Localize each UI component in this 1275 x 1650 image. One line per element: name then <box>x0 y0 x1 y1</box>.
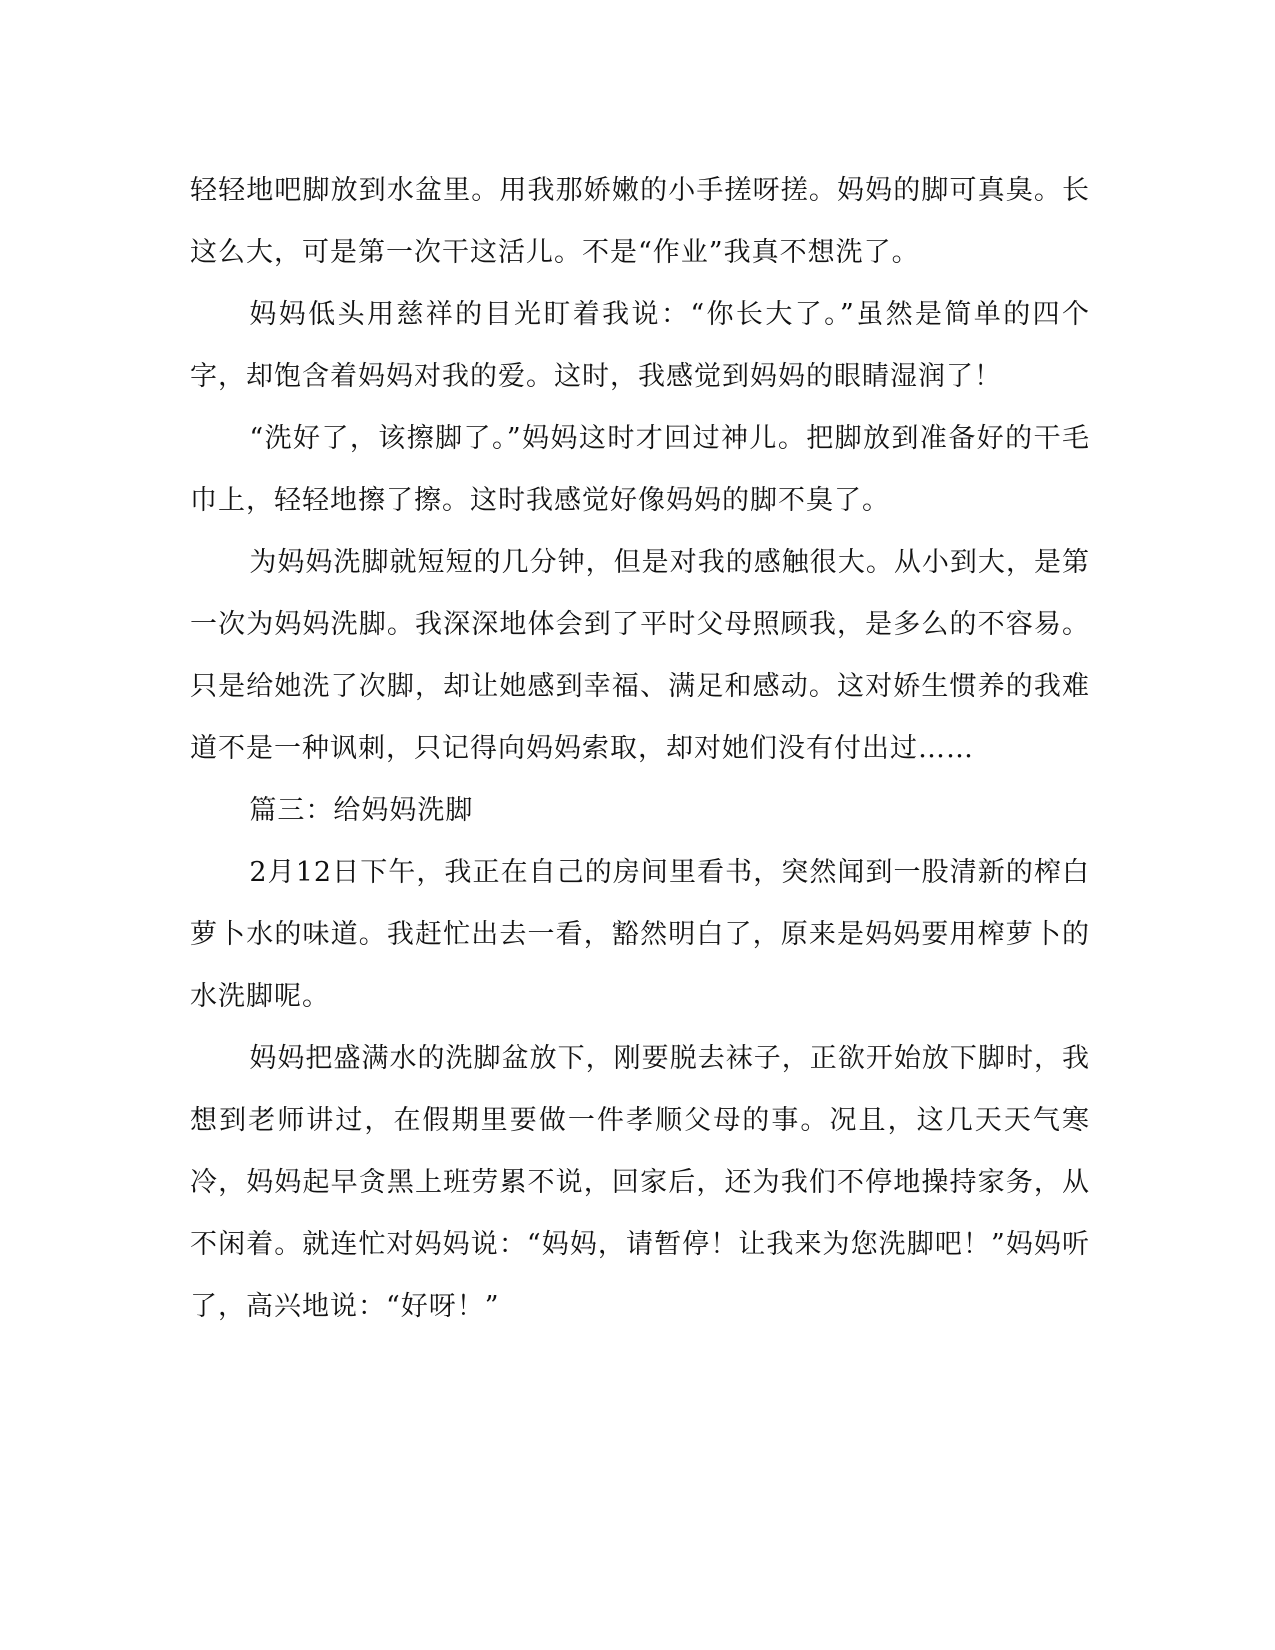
section-heading: 篇三：给妈妈洗脚 <box>249 795 474 826</box>
paragraph-4: 为妈妈洗脚就短短的几分钟，但是对我的感触很大。从小到大，是第一次为妈妈洗脚。我深深地体会到了平时父母照顾我，是多么的不容易。只是给她洗了次脚，却让她感到幸福、满足和感动。这对娇生惯养的我难道不是一种讽刺，只记得向妈妈索取，却对她们没有付出过…… <box>190 547 1090 764</box>
document-body <box>190 160 1090 1338</box>
paragraph-6: 妈妈把盛满水的洗脚盆放下，刚要脱去袜子，正欲开始放下脚时，我想到老师讲过，在假期里要做一件孝顺父母的事。况且，这几天天气寒冷，妈妈起早贪黑上班劳累不说，回家后，还为我们不停地操持家务，从不闲着。就连忙对妈妈说：“妈妈，请暂停！让我来为您洗脚吧！”妈妈听了，高兴地说：“好呀！” <box>190 1043 1090 1322</box>
paragraph-1: 轻轻地吧脚放到水盆里。用我那娇嫩的小手搓呀搓。妈妈的脚可真臭。长这么大，可是第一次干这活儿。不是“作业”我真不想洗了。 <box>190 175 1090 268</box>
paragraph-2: 妈妈低头用慈祥的目光盯着我说：“你长大了。”虽然是简单的四个字，却饱含着妈妈对我的爱。这时，我感觉到妈妈的眼睛湿润了！ <box>190 299 1090 392</box>
paragraph-3: “洗好了，该擦脚了。”妈妈这时才回过神儿。把脚放到准备好的干毛巾上，轻轻地擦了擦。这时我感觉好像妈妈的脚不臭了。 <box>190 423 1090 516</box>
paragraph-5: 2月12日下午，我正在自己的房间里看书，突然闻到一股清新的榨白萝卜水的味道。我赶忙出去一看，豁然明白了，原来是妈妈要用榨萝卜的水洗脚呢。 <box>190 857 1090 1012</box>
